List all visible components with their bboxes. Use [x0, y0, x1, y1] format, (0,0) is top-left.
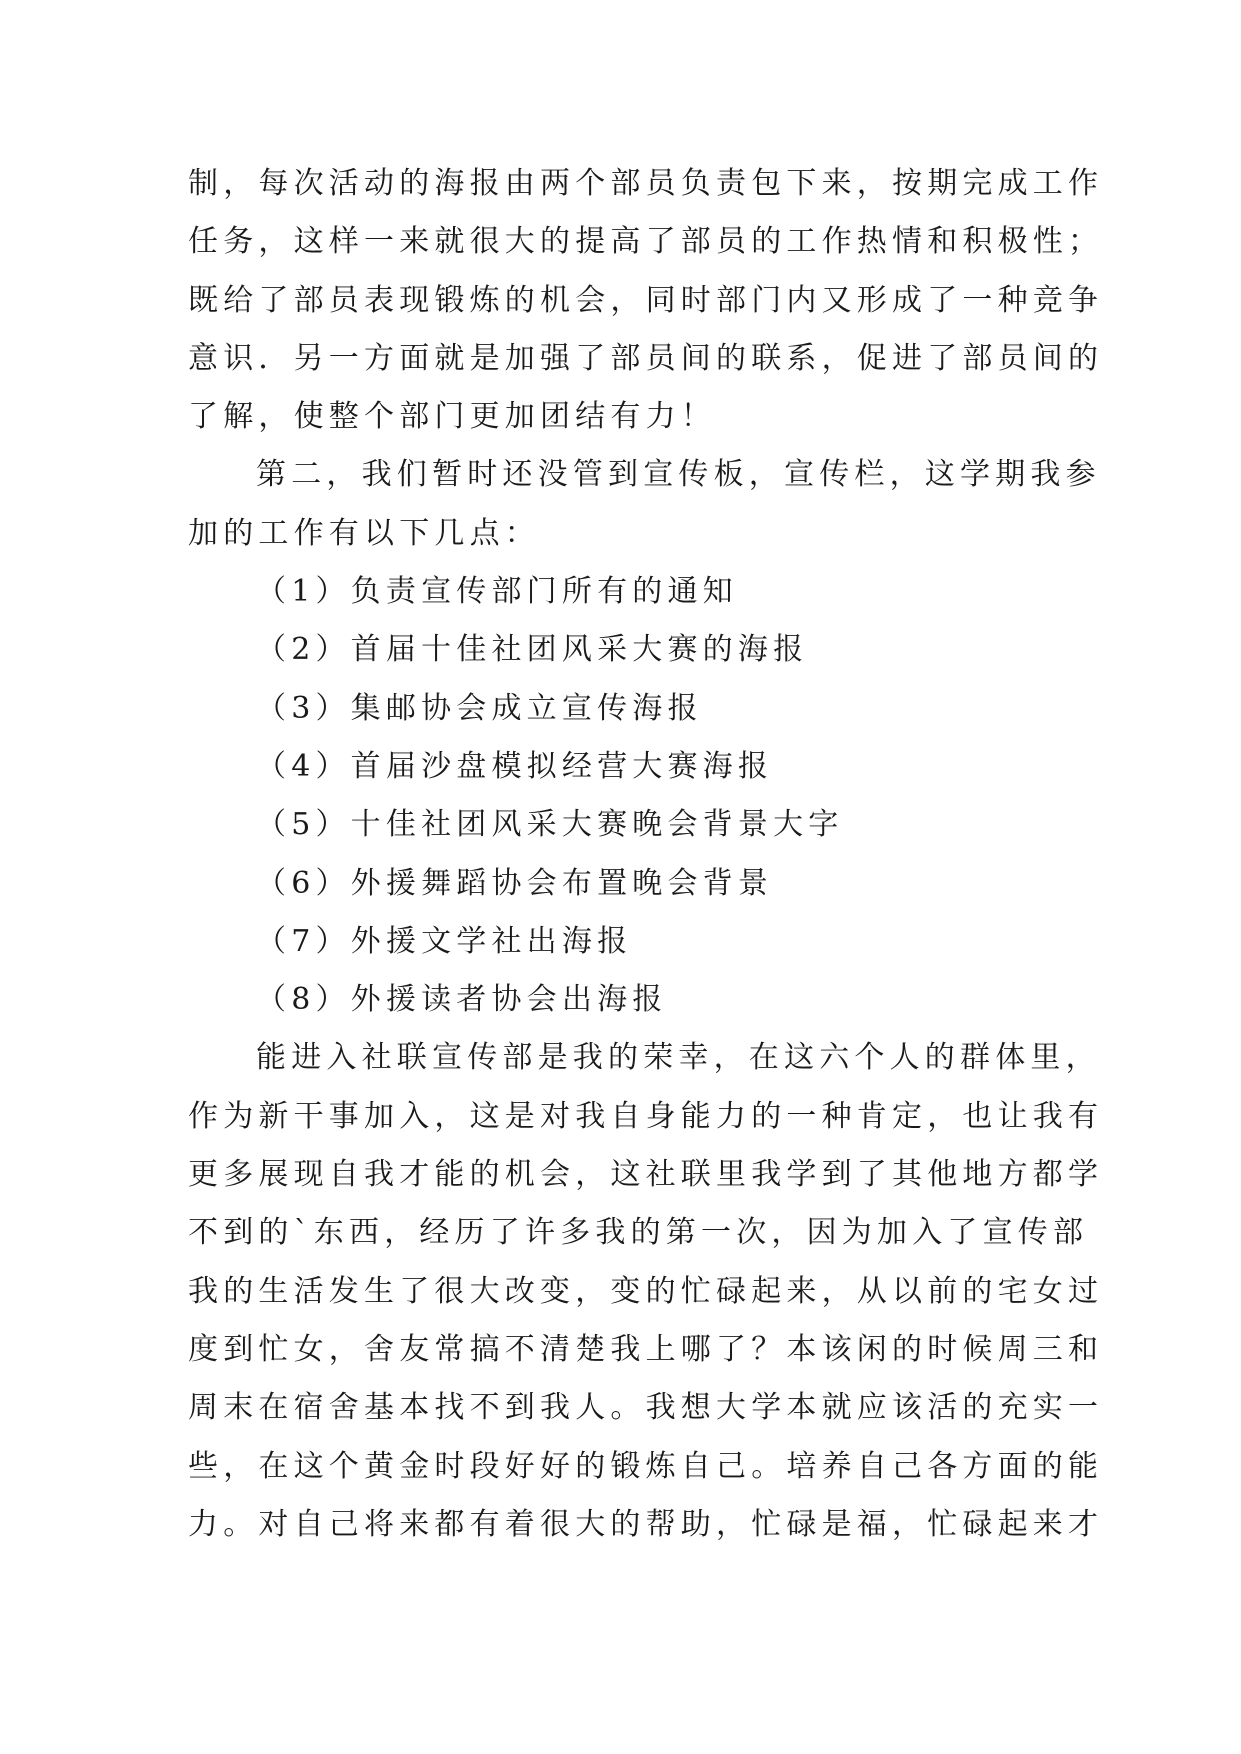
document-body [188, 155, 1104, 1554]
text-line: 作为新干事加入，这是对我自身能力的一种肯定，也让我有 [188, 1098, 1104, 1134]
list-item: （6）外援舞蹈协会布置晚会背景 [256, 865, 774, 901]
text-line: 既给了部员表现锻炼的机会，同时部门内又形成了一种竞争 [188, 282, 1104, 318]
text-line: 制，每次活动的海报由两个部员负责包下来，按期完成工作 [188, 166, 1104, 201]
text-line: 不到的`东西，经历了许多我的第一次，因为加入了宣传部 [188, 1215, 1089, 1251]
list-item: （4）首届沙盘模拟经营大赛海报 [256, 748, 774, 784]
text-line: 些，在这个黄金时段好好的锻炼自己。培养自己各方面的能 [188, 1448, 1104, 1484]
text-line: 周末在宿舍基本找不到我人。我想大学本就应该活的充实一 [188, 1390, 1104, 1426]
list-item: （2）首届十佳社团风采大赛的海报 [256, 632, 809, 668]
paragraph-start-line: 能进入社联宣传部是我的荣幸，在这六个人的群体里， [256, 1040, 1101, 1076]
list-item: （3）集邮协会成立宣传海报 [256, 690, 703, 726]
list-item: （8）外援读者协会出海报 [256, 982, 668, 1018]
text-line: 我的生活发生了很大改变，变的忙碌起来，从以前的宅女过 [188, 1273, 1104, 1309]
text-line: 了解，使整个部门更加团结有力！ [188, 399, 716, 435]
paragraph-start-line: 第二，我们暂时还没管到宣传板，宣传栏，这学期我参 [256, 457, 1101, 493]
text-line: 更多展现自我才能的机会，这社联里我学到了其他地方都学 [188, 1157, 1104, 1193]
text-line: 加的工作有以下几点： [188, 515, 540, 551]
list-item: （7）外援文学社出海报 [256, 923, 633, 959]
text-line: 意识．另一方面就是加强了部员间的联系，促进了部员间的 [188, 340, 1104, 376]
list-item: （1）负责宣传部门所有的通知 [256, 574, 738, 610]
list-item: （5）十佳社团风采大赛晚会背景大字 [256, 807, 844, 843]
text-line: 力。对自己将来都有着很大的帮助，忙碌是福，忙碌起来才 [188, 1506, 1104, 1542]
text-line: 任务，这样一来就很大的提高了部员的工作热情和积极性； [188, 224, 1104, 260]
text-line: 度到忙女，舍友常搞不清楚我上哪了？本该闲的时候周三和 [188, 1331, 1104, 1367]
